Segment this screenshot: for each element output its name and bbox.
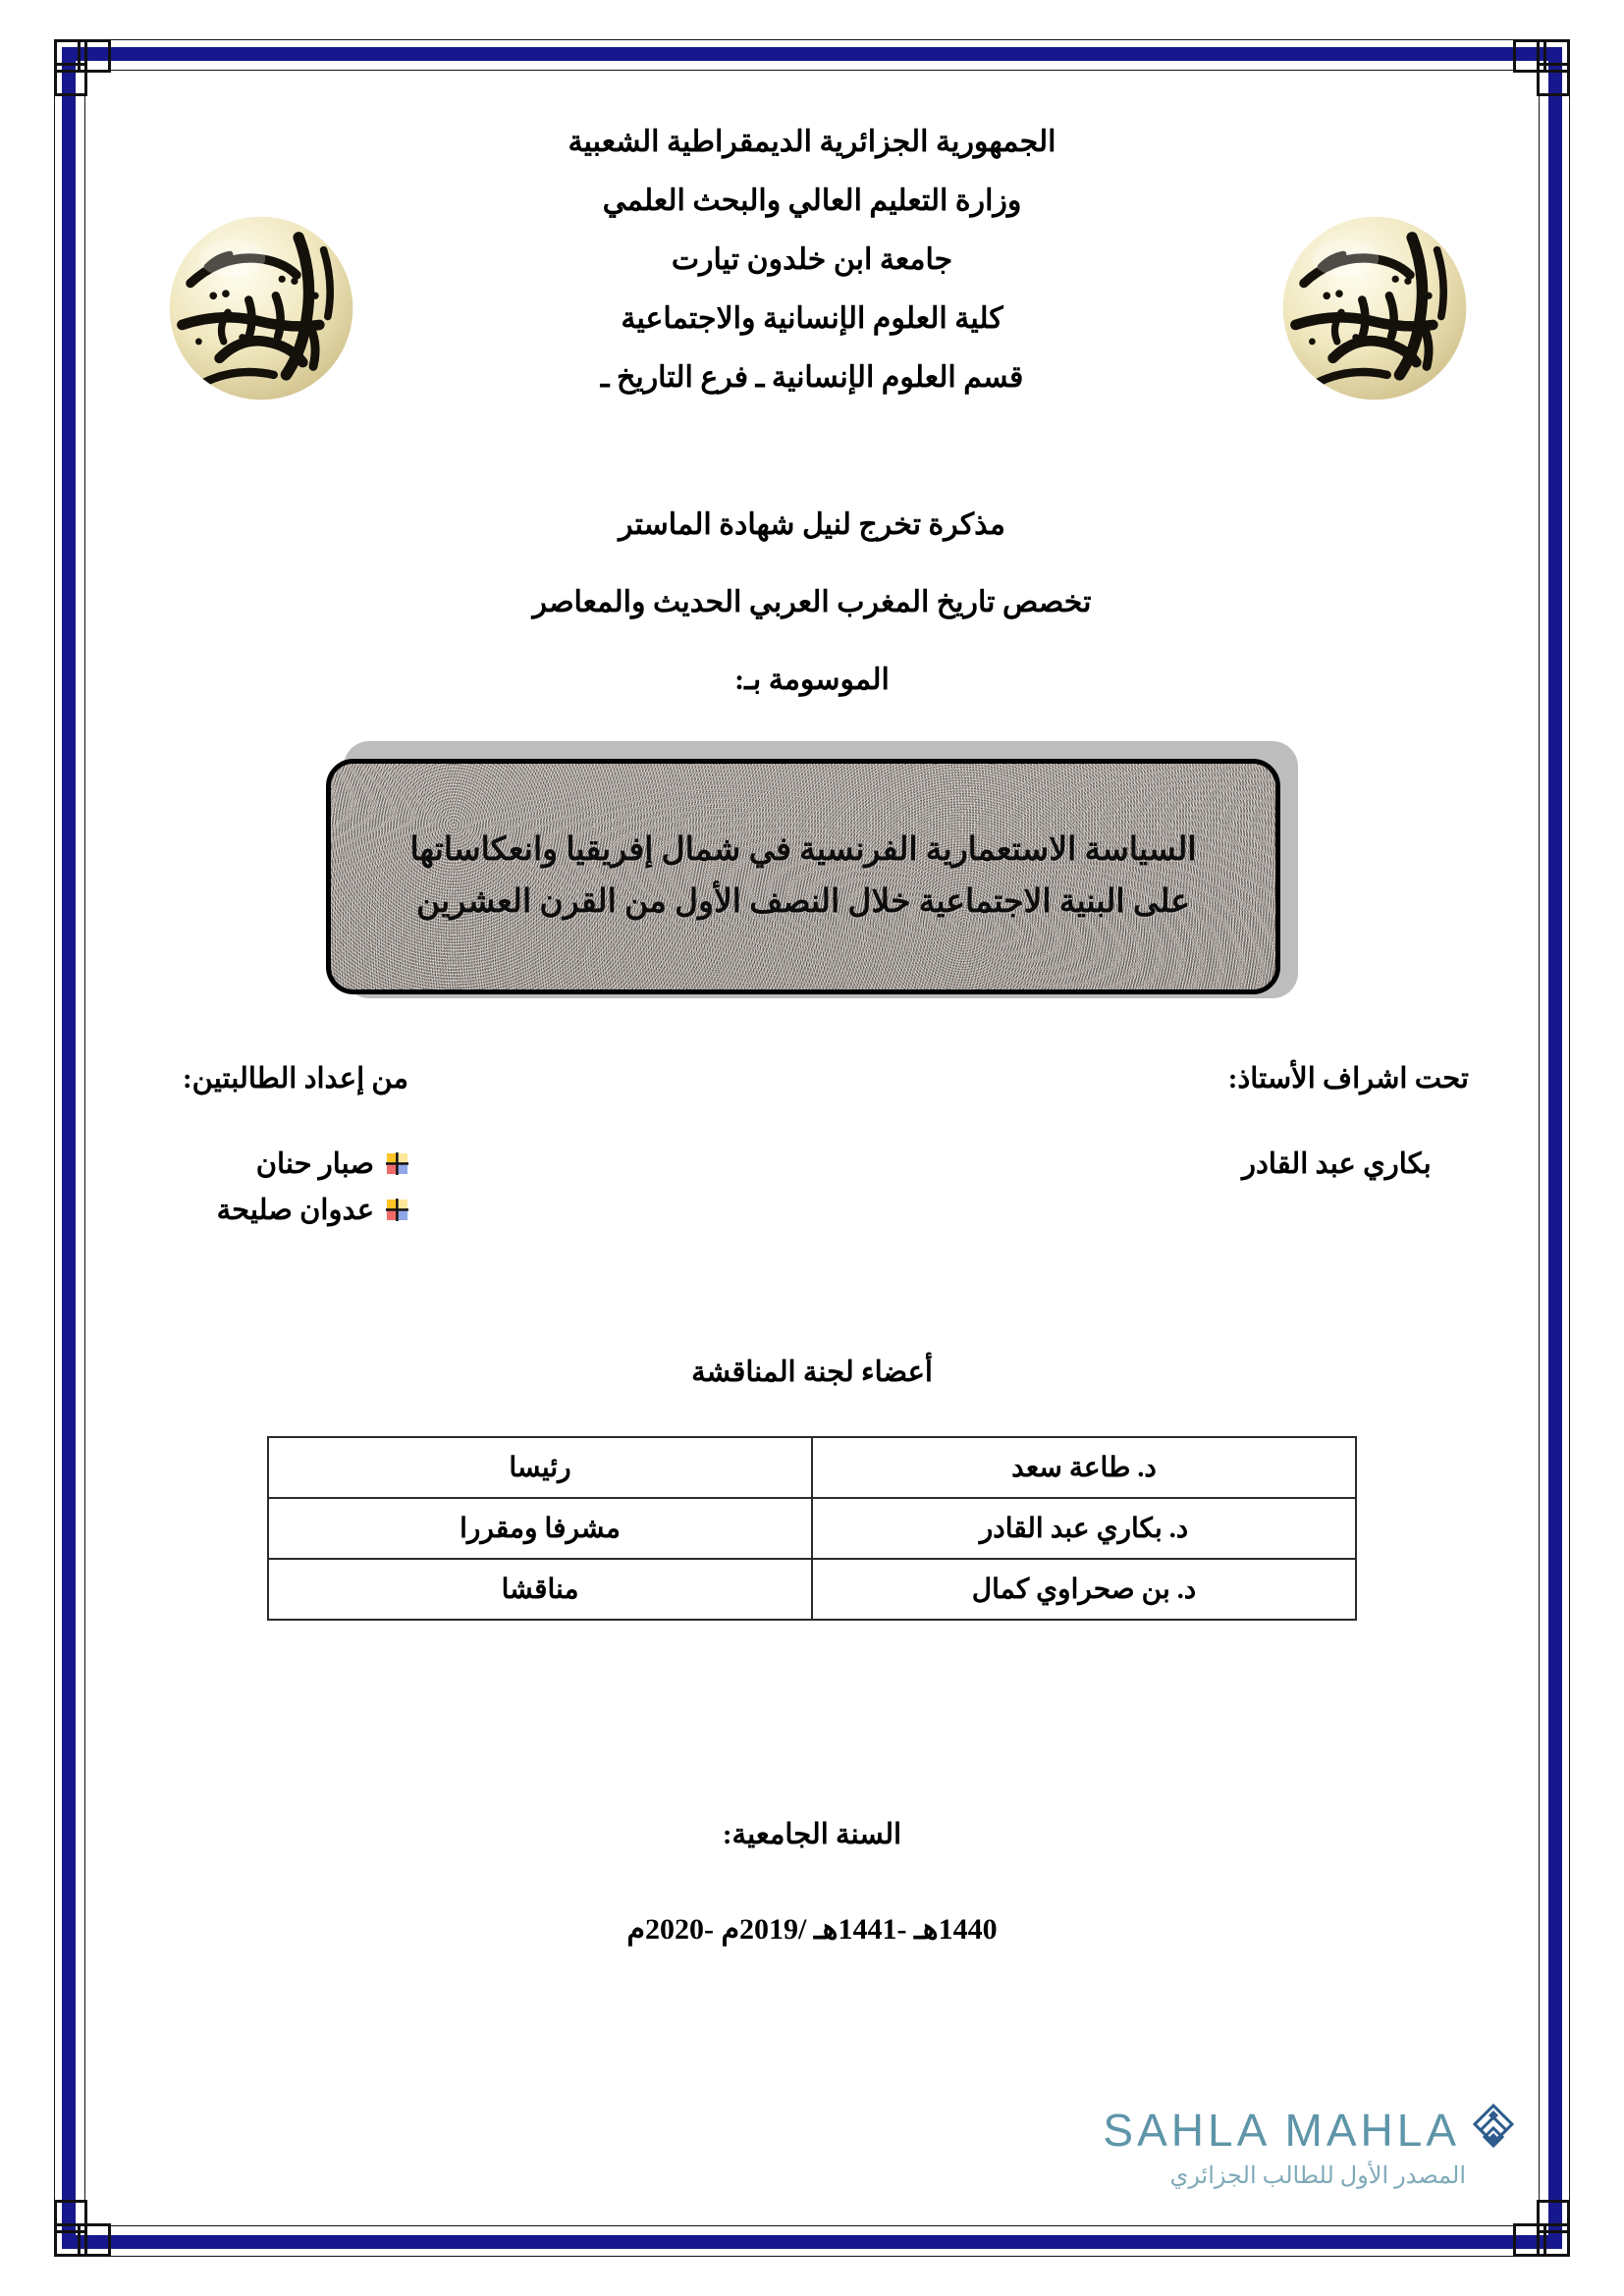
supervisor-column: [1228, 1061, 1469, 1181]
table-row: [268, 1559, 1356, 1620]
academic-year-value: 1440هـ -1441هـ /2019م -2020م: [626, 1913, 998, 1946]
header-line-ministry: وزارة التعليم العالي والبحث العلمي: [602, 185, 1022, 217]
corner-ornament-top-right: [1515, 39, 1570, 94]
jury-member-role: مشرفا ومقررا: [268, 1498, 812, 1559]
degree-statement: مذكرة تخرج لنيل شهادة الماستر: [619, 508, 1005, 541]
table-row: [268, 1437, 1356, 1498]
degree-entitled-label: الموسومة بـ:: [734, 664, 890, 696]
list-item: [183, 1147, 408, 1181]
students-heading: من إعداد الطالبتين:: [183, 1063, 409, 1095]
jury-member-role: رئيسا: [268, 1437, 812, 1498]
students-column: [183, 1061, 408, 1239]
student-name: صبار حنان: [255, 1148, 375, 1180]
jury-table: [267, 1436, 1357, 1621]
header-line-department: قسم العلوم الإنسانية ـ فرع التاريخ ـ: [600, 361, 1024, 394]
university-logo-right: [1271, 204, 1479, 412]
quad-bullet-icon: [386, 1199, 408, 1221]
jury-member-name: د. طاعة سعد: [812, 1437, 1356, 1498]
thesis-title-box: [326, 759, 1280, 994]
degree-info: [118, 508, 1506, 696]
jury-heading: أعضاء لجنة المناقشة: [691, 1357, 933, 1388]
jury-member-name: د. بكاري عبد القادر: [812, 1498, 1356, 1559]
degree-speciality: تخصص تاريخ المغرب العربي الحديث والمعاصر: [532, 586, 1092, 618]
university-logo-left: [157, 204, 365, 412]
institution-header: [118, 128, 1506, 422]
supervisor-name: بكاري عبد القادر: [1241, 1148, 1432, 1180]
supervisor-heading: تحت اشراف الأستاذ:: [1227, 1063, 1469, 1095]
header-line-faculty: كلية العلوم الإنسانية والاجتماعية: [621, 302, 1003, 335]
institution-header-lines: [368, 128, 1256, 422]
quad-bullet-icon: [386, 1152, 408, 1175]
watermark-brand: SAHLA MAHLA: [1103, 2105, 1460, 2156]
watermark-tagline: المصدر الأول للطالب الجزائري: [1169, 2163, 1466, 2189]
page-content: [118, 93, 1506, 2203]
student-name: عدوان صليحة: [216, 1195, 375, 1226]
corner-ornament-bottom-left: [54, 2202, 109, 2257]
academic-year-section: [118, 1817, 1506, 1947]
thesis-title-plaque: [326, 741, 1298, 1004]
jury-member-name: د. بن صحراوي كمال: [812, 1559, 1356, 1620]
corner-ornament-top-left: [54, 39, 109, 94]
academic-year-label: السنة الجامعية:: [722, 1819, 902, 1850]
authorship-section: [118, 1061, 1506, 1239]
table-row: [268, 1498, 1356, 1559]
header-line-republic: الجمهورية الجزائرية الديمقراطية الشعبية: [568, 126, 1056, 158]
jury-member-role: مناقشا: [268, 1559, 812, 1620]
thesis-title-text: السياسة الاستعمارية الفرنسية في شمال إفريقيا وانعكاساتها على البنية الاجتماعية خلال النصف الأول من القرن العشرين: [409, 831, 1197, 920]
corner-ornament-bottom-right: [1515, 2202, 1570, 2257]
header-line-university: جامعة ابن خلدون تيارت: [671, 243, 953, 276]
list-item: [183, 1193, 408, 1227]
